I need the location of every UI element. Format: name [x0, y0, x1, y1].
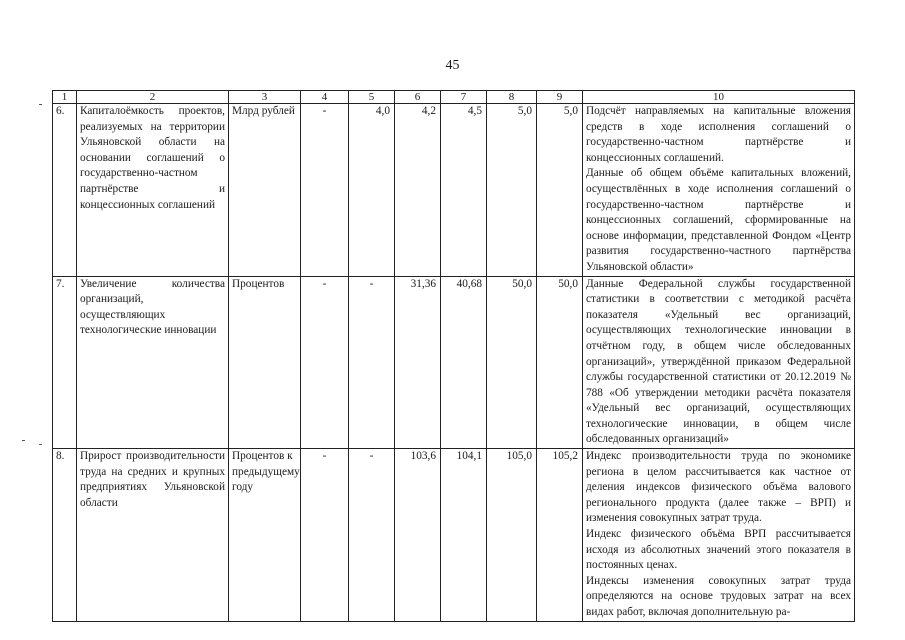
note-paragraph: Данные об общем объёме капитальных вложений, осуществлённых в ходе исполнения соглашений о государственно-частном партнёрстве и концессионных соглашений, сформированные на основе информации, представленной Фондом «Центр развития государственно-частного партнёрства Ульяновской области»: [586, 167, 851, 273]
value-cell: -: [349, 449, 395, 622]
scan-mark: [22, 440, 25, 441]
value-cell: 5,0: [537, 104, 583, 277]
value-cell: 105,0: [487, 449, 537, 622]
scan-mark: [39, 444, 42, 445]
value-cell: -: [301, 104, 349, 277]
unit: Процентов: [229, 276, 301, 449]
indicator-name: Увеличение количества организаций, осуществляющих технологические инновации: [77, 276, 229, 449]
method-notes: [583, 449, 855, 622]
column-header: 2: [77, 91, 229, 104]
column-header-row: [53, 91, 855, 104]
value-cell: 104,1: [441, 449, 487, 622]
value-cell: 50,0: [537, 276, 583, 449]
value-cell: 103,6: [395, 449, 441, 622]
unit: Млрд рублей: [229, 104, 301, 277]
scan-mark: [39, 104, 42, 105]
value-cell: 105,2: [537, 449, 583, 622]
row-number: 7.: [53, 276, 77, 449]
value-cell: 50,0: [487, 276, 537, 449]
value-cell: -: [349, 276, 395, 449]
note-paragraph: Индексы изменения совокупных затрат труда определяются на основе трудовых затрат на всех видах работ, включая дополнительную ра-: [586, 574, 851, 618]
table-row: [53, 104, 855, 277]
table-row: [53, 276, 855, 449]
table-row: [53, 449, 855, 622]
column-header: 4: [301, 91, 349, 104]
indicator-name: Капиталоёмкость проектов, реализуемых на территории Ульяновской области на основании соглашений о государственно-частном партнёрстве и концессионных соглашений: [77, 104, 229, 277]
row-number: 8.: [53, 449, 77, 622]
method-notes: [583, 276, 855, 449]
column-header: 8: [487, 91, 537, 104]
value-cell: 31,36: [395, 276, 441, 449]
unit: Процентов к предыдущему году: [229, 449, 301, 622]
column-header: 5: [349, 91, 395, 104]
value-cell: 4,5: [441, 104, 487, 277]
note-paragraph: Индекс производительности труда по экономике региона в целом рассчитывается как частное от деления индексов физического объёма валового регионального продукта (далее также – ВРП) и изменения совокупных затрат труда.: [586, 450, 851, 525]
value-cell: 40,68: [441, 276, 487, 449]
value-cell: 4,0: [349, 104, 395, 277]
column-header: 7: [441, 91, 487, 104]
column-header: 3: [229, 91, 301, 104]
value-cell: -: [301, 276, 349, 449]
note-paragraph: Данные Федеральной службы государственной статистики в соответствии с методикой расчёта показателя «Удельный вес организаций, осуществляющих технологические инновации в отчётном году, в общем числе обследованных организаций», утверждённой приказом Федеральной службы государственной статистики от 20.12.2019 № 788 «Об утверждении методики расчёта показателя «Удельный вес организаций, осуществляющих технологические инновации, в общем числе обследованных организаций»: [586, 277, 851, 446]
indicators-table: [52, 90, 855, 622]
value-cell: 4,2: [395, 104, 441, 277]
row-number: 6.: [53, 104, 77, 277]
note-paragraph: Индекс физического объёма ВРП рассчитывается исходя из абсолютных значений этого показателя в постоянных ценах.: [586, 528, 851, 572]
note-paragraph: Подсчёт направляемых на капитальные вложения средств в ходе исполнения соглашений о государственно-частном партнёрстве и концессионных соглашений.: [586, 105, 851, 164]
indicator-name: Прирост производительности труда на средних и крупных предприятиях Ульяновской области: [77, 449, 229, 622]
column-header: 1: [53, 91, 77, 104]
page-number: 45: [445, 58, 460, 73]
value-cell: -: [301, 449, 349, 622]
column-header: 6: [395, 91, 441, 104]
column-header: 10: [583, 91, 855, 104]
value-cell: 5,0: [487, 104, 537, 277]
method-notes: [583, 104, 855, 277]
column-header: 9: [537, 91, 583, 104]
